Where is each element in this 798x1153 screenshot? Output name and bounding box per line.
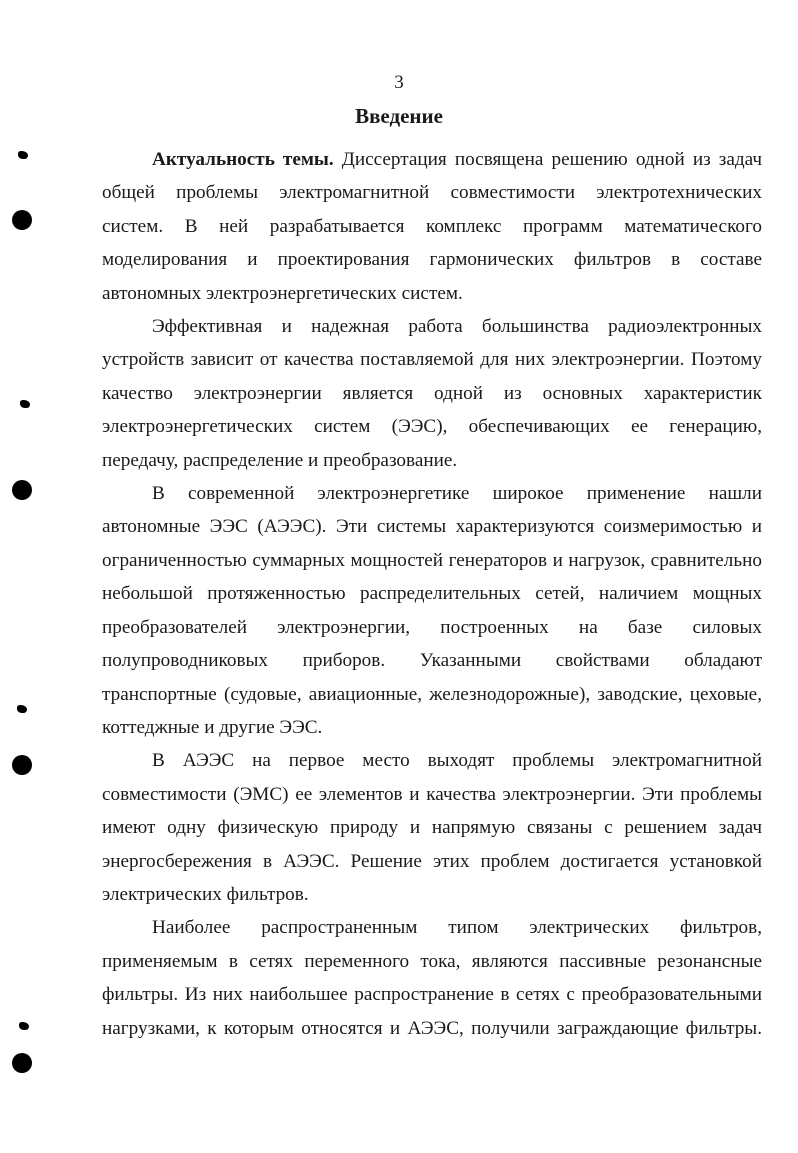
scan-speck — [18, 151, 28, 159]
text-line: Эффективная и надежная работа большинства радиоэлектронных — [152, 316, 762, 338]
text-line: энергосбережения в АЭЭС. Решение этих проблем достигается установкой — [102, 850, 762, 872]
text-line-content: Диссертация посвящена решению одной из задач — [341, 149, 763, 170]
text-line: имеют одну физическую природу и напрямую связаны с решением задач — [102, 817, 762, 839]
text-line: В АЭЭС на первое место выходят проблемы электромагнитной — [152, 750, 762, 772]
text-line: устройств зависит от качества поставляемой для них электроэнергии. Поэтому — [102, 349, 762, 371]
text-line: В современной электроэнергетике широкое применение нашли — [152, 483, 762, 505]
text-line: моделирования и проектирования гармонических фильтров в составе — [102, 249, 762, 271]
text-line: качество электроэнергии является одной из основных характеристик — [102, 382, 762, 404]
paragraph-relevance — [102, 143, 762, 310]
binding-hole — [12, 210, 32, 230]
text-line: полупроводниковых приборов. Указанными свойствами обладают — [102, 650, 762, 672]
scan-speck — [17, 705, 27, 713]
text-line: автономные ЭЭС (АЭЭС). Эти системы характеризуются соизмеримостью и — [102, 516, 762, 538]
text-line: преобразователей электроэнергии, построенных на базе силовых — [102, 616, 762, 638]
text-line: электроэнергетических систем (ЭЭС), обеспечивающих ее генерацию, — [102, 416, 762, 438]
text-line: электрических фильтров. — [102, 883, 309, 905]
paragraph — [102, 477, 762, 744]
text-line: транспортные (судовые, авиационные, железнодорожные), заводские, цеховые, — [102, 683, 762, 705]
binding-hole — [12, 755, 32, 775]
document-body — [102, 143, 762, 1045]
page-number: 3 — [394, 72, 404, 93]
text-line: нагрузками, к которым относятся и АЭЭС, получили заграждающие фильтры. — [102, 1017, 762, 1039]
text-line: передачу, распределение и преобразование. — [102, 449, 458, 471]
paragraph — [102, 310, 762, 477]
scan-speck — [20, 400, 30, 408]
text-line: применяемым в сетях переменного тока, являются пассивные резонансные — [102, 950, 762, 972]
text-line: совместимости (ЭМС) ее элементов и качества электроэнергии. Эти проблемы — [102, 783, 762, 805]
text-line — [102, 143, 762, 176]
text-line: Наиболее распространенным типом электрических фильтров, — [152, 917, 762, 939]
text-line: коттеджные и другие ЭЭС. — [102, 716, 323, 738]
text-line: автономных электроэнергетических систем. — [102, 282, 463, 304]
text-line: общей проблемы электромагнитной совместимости электротехнических — [102, 182, 762, 204]
page-title: Введение — [355, 104, 443, 128]
paragraph — [102, 744, 762, 911]
text-line: систем. В ней разрабатывается комплекс программ математического — [102, 215, 762, 237]
text-line: небольшой протяженностью распределительных сетей, наличием мощных — [102, 583, 762, 605]
scan-speck — [19, 1022, 29, 1030]
paragraph-lead: Актуальность темы. — [152, 149, 334, 170]
binding-hole — [12, 480, 32, 500]
text-line: ограниченностью суммарных мощностей генераторов и нагрузок, сравнительно — [102, 549, 762, 571]
binding-hole — [12, 1053, 32, 1073]
paragraph — [102, 911, 762, 1045]
text-line: фильтры. Из них наибольшее распространение в сетях с преобразовательными — [102, 984, 762, 1006]
